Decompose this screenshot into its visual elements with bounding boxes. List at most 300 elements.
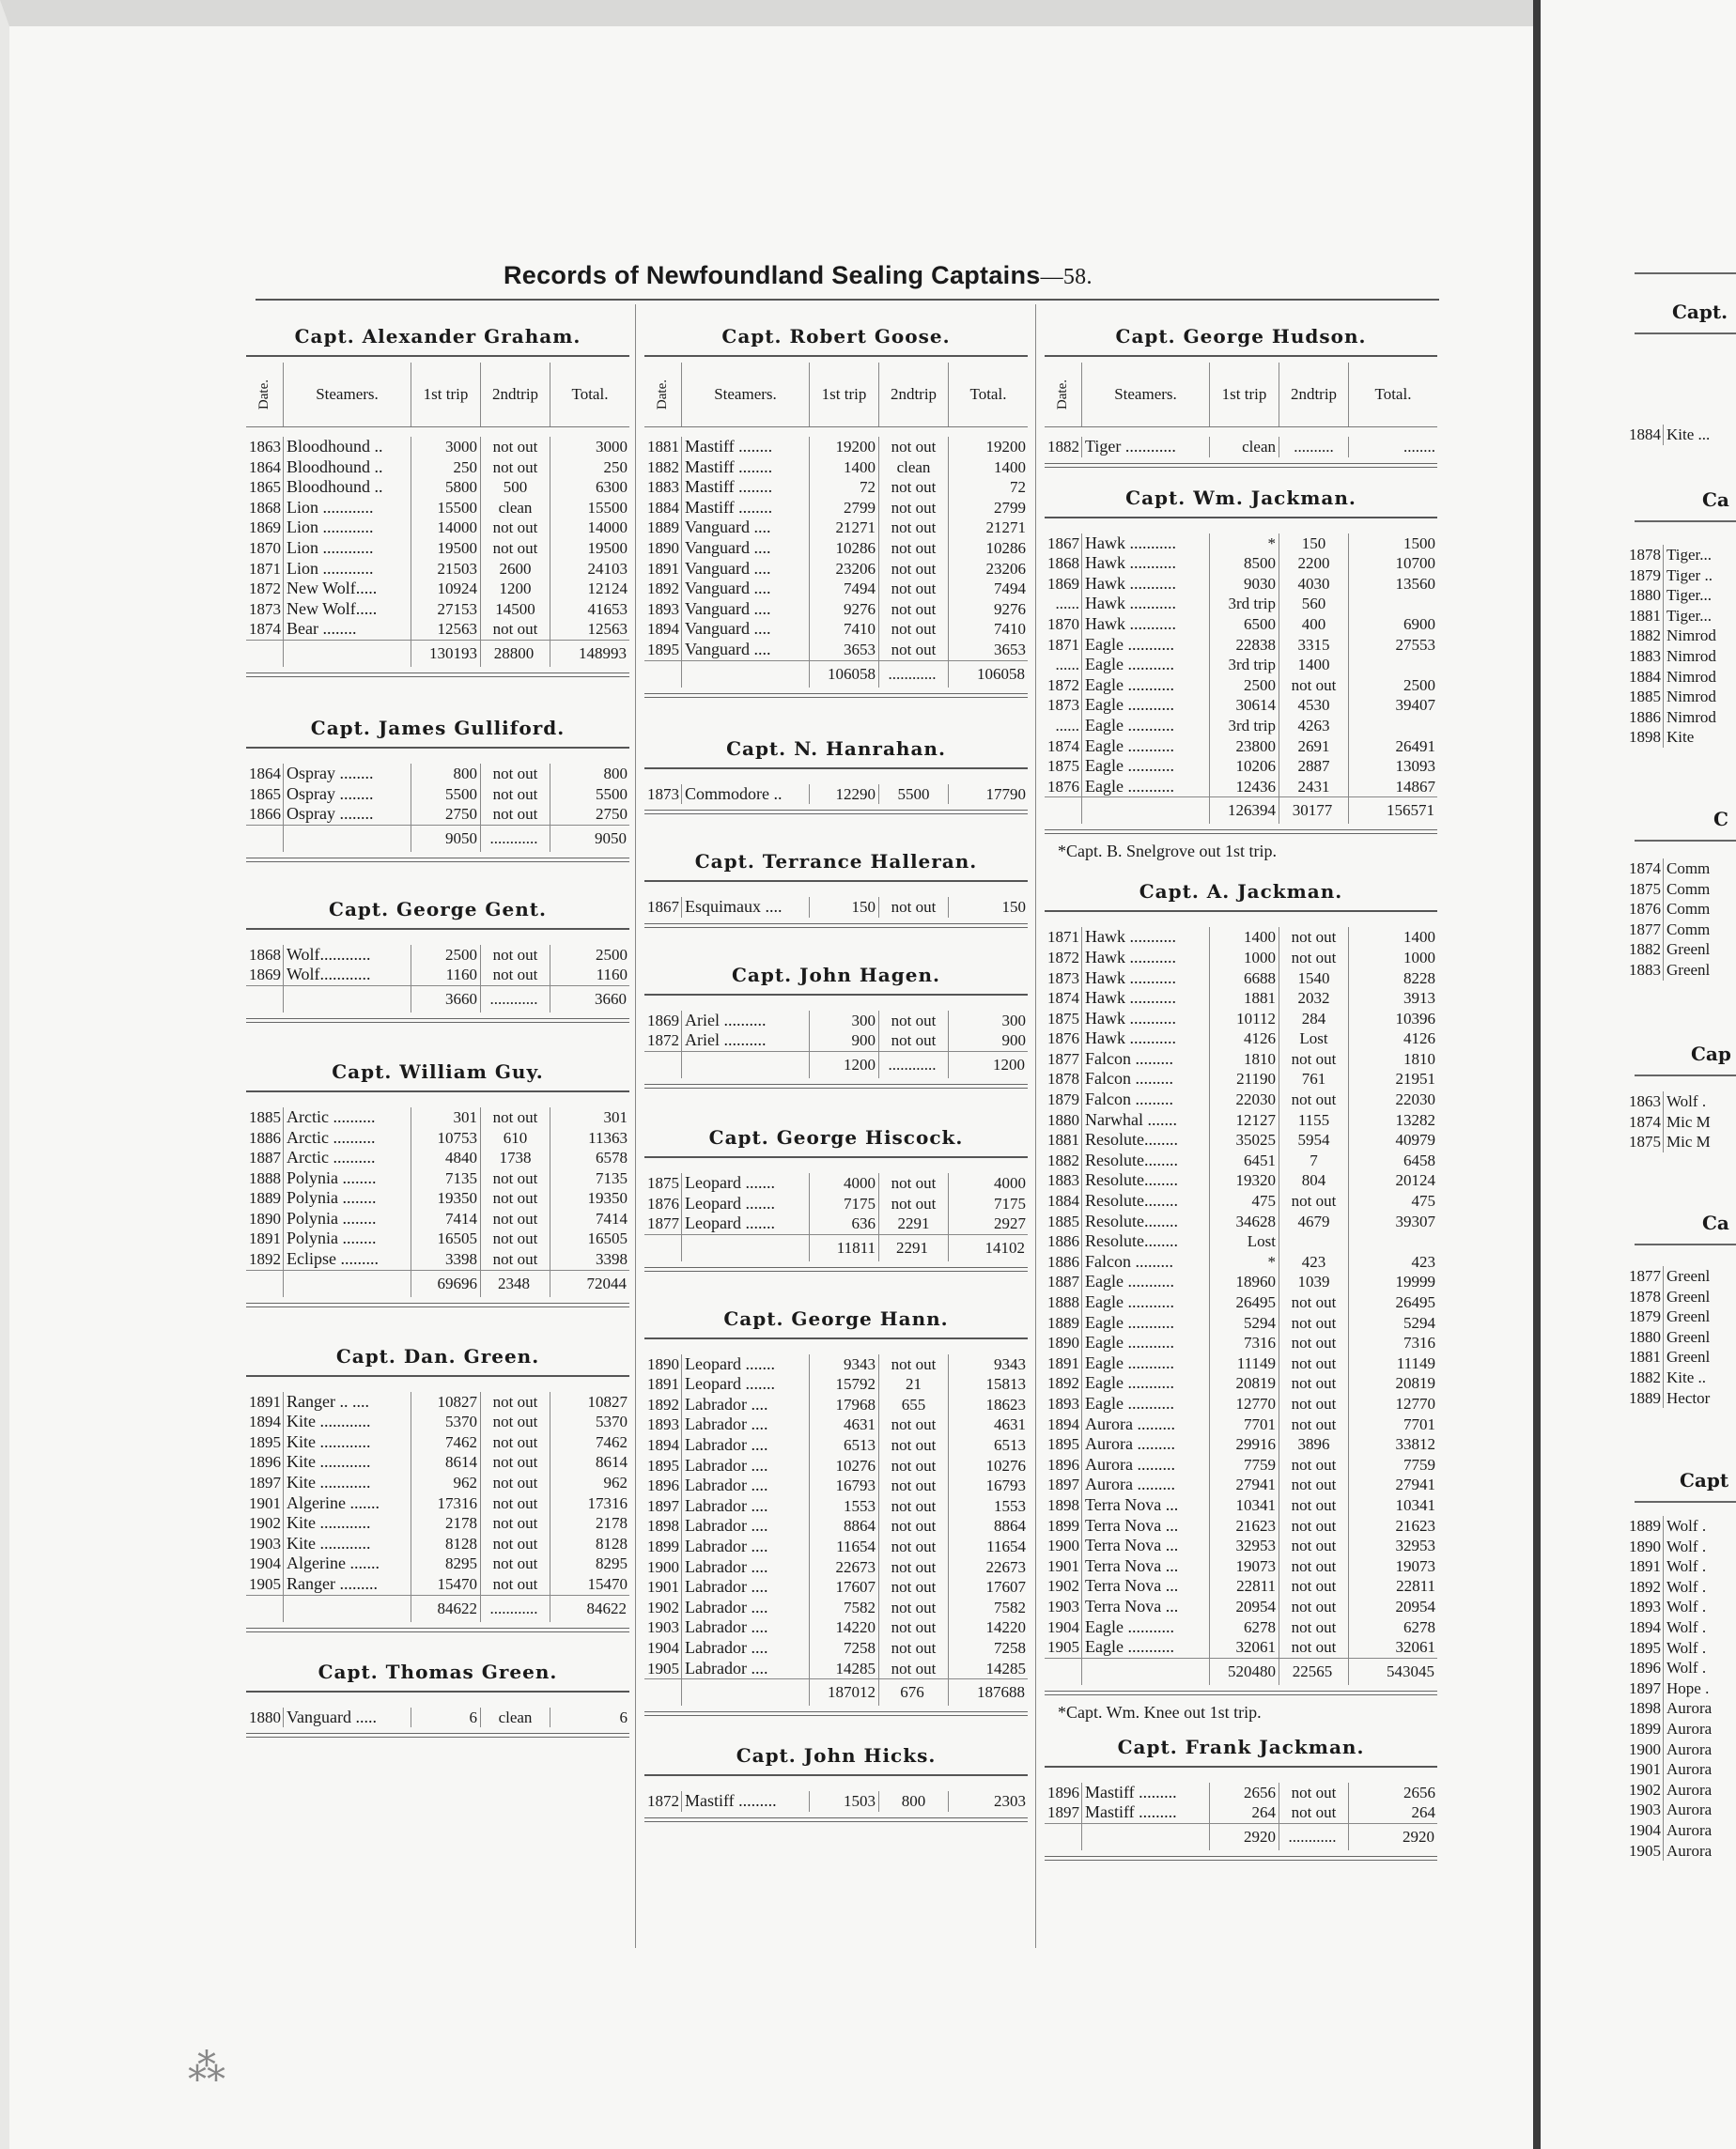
cell-date: 1876	[644, 1194, 682, 1214]
table-row	[1045, 1617, 1437, 1638]
cell-second-trip: 1155	[1279, 1110, 1349, 1131]
cell-first-trip: 21271	[810, 518, 879, 538]
section-end-rule	[246, 1018, 629, 1023]
cell-steamer: Aurora .........	[1082, 1434, 1210, 1455]
cell-total: 27553	[1395, 635, 1435, 654]
cell-date: 1904	[1045, 1617, 1082, 1638]
fragment-rows	[1629, 1266, 1710, 1408]
cell-steamer: Labrador ....	[682, 1598, 810, 1618]
fragment-steamer: Wolf .	[1666, 1517, 1707, 1535]
cell-first-trip: 7582	[810, 1598, 879, 1618]
cell-steamer: Commodore ..	[682, 784, 810, 805]
captain-section	[1045, 1736, 1437, 1861]
fragment-date: 1899	[1629, 1719, 1664, 1739]
cell-first-trip: 27153	[411, 599, 481, 620]
cell-second-trip: not out	[1279, 1049, 1349, 1070]
fragment-steamer: Nimrod	[1666, 626, 1716, 645]
table-row	[1045, 1353, 1437, 1374]
fragment-steamer: Wolf .	[1666, 1577, 1707, 1596]
cell-steamer: Ranger .........	[284, 1574, 411, 1595]
cell-first-trip: 9030	[1210, 574, 1279, 595]
cell-date: 1882	[644, 457, 682, 478]
header-date	[246, 363, 284, 426]
cell-steamer: Aurora .........	[1082, 1415, 1210, 1435]
table-row	[1045, 437, 1437, 457]
totals-cell	[1045, 1659, 1082, 1685]
cell-date: 1873	[246, 599, 284, 620]
table-row	[246, 1188, 629, 1209]
fragment-date: 1893	[1629, 1597, 1664, 1617]
table-row	[246, 1432, 629, 1453]
cell-total: 1160	[596, 966, 628, 984]
cell-date: 1889	[1045, 1313, 1082, 1334]
cell-date: 1863	[246, 437, 284, 457]
cell-total: 13282	[1395, 1110, 1435, 1129]
fragment-row	[1629, 1638, 1712, 1659]
cell-steamer: Terra Nova ...	[1082, 1597, 1210, 1617]
page-title: Records of Newfoundland Sealing Captains—58.	[504, 261, 1093, 289]
header-trip2	[481, 363, 550, 426]
fragment-row	[1629, 960, 1710, 981]
fragment-date: 1890	[1629, 1537, 1664, 1557]
cell-date: 1905	[1045, 1637, 1082, 1658]
table-row	[644, 897, 1028, 918]
cell-second-trip: not out	[1279, 1415, 1349, 1435]
cell-total: 2750	[596, 805, 628, 824]
cell-second-trip: not out	[1279, 1333, 1349, 1353]
cell-second-trip: not out	[1279, 1090, 1349, 1110]
cell-total: 16793	[985, 1476, 1026, 1495]
header-date	[1045, 363, 1082, 426]
cell-date: 1904	[246, 1554, 284, 1574]
cell-steamer: Kite ............	[284, 1452, 411, 1473]
cell-date: 1883	[1045, 1170, 1082, 1191]
cell-first-trip: 8864	[810, 1516, 879, 1537]
fragment-row	[1629, 1327, 1710, 1348]
cell-second-trip: not out	[1279, 1536, 1349, 1556]
cell-date: 1891	[1045, 1353, 1082, 1374]
cell-date: 1869	[644, 1011, 682, 1031]
cell-steamer: Labrador ....	[682, 1617, 810, 1638]
totals-cell	[1082, 797, 1210, 824]
table-row	[1045, 655, 1437, 675]
cell-second-trip: not out	[1279, 1292, 1349, 1313]
cell-second-trip: not out	[481, 1412, 550, 1432]
cell-total: 6578	[596, 1149, 628, 1167]
cell-steamer: Labrador ....	[682, 1415, 810, 1435]
table-row	[644, 457, 1028, 478]
header-trip2	[1279, 363, 1349, 426]
table-row	[644, 498, 1028, 518]
captain-name: Capt. Robert Goose.	[721, 325, 951, 348]
header-trip1	[1210, 363, 1279, 426]
fragment-row	[1629, 1841, 1712, 1862]
cell-total: 19073	[1395, 1556, 1435, 1575]
cell-steamer: Polynia ........	[284, 1209, 411, 1229]
cell-steamer: Mastiff .........	[1082, 1802, 1210, 1823]
cell-steamer: Aurora .........	[1082, 1475, 1210, 1495]
cell-second-trip: 804	[1279, 1170, 1349, 1191]
cell-date: 1886	[1045, 1252, 1082, 1273]
cell-date: 1900	[1045, 1536, 1082, 1556]
table-row	[1045, 1212, 1437, 1232]
fragment-date: 1863	[1629, 1091, 1664, 1112]
table-row	[1045, 574, 1437, 595]
cell-second-trip: not out	[1279, 1475, 1349, 1495]
fragment-date: 1874	[1629, 1112, 1664, 1133]
cell-total: 2799	[994, 498, 1026, 517]
cell-steamer: Labrador ....	[682, 1496, 810, 1517]
table-row	[644, 1456, 1028, 1476]
cell-total: 13093	[1395, 757, 1435, 776]
cell-date: 1891	[644, 559, 682, 580]
table-row	[1045, 1455, 1437, 1476]
header-trip1	[411, 363, 481, 426]
cell-date: 1884	[1045, 1191, 1082, 1212]
header-trip2-label: 2ndtrip	[890, 385, 938, 403]
table-row	[644, 538, 1028, 559]
cell-total: 250	[603, 457, 628, 476]
header-steamers-label: Steamers.	[1114, 385, 1177, 403]
cell-total: 9276	[994, 599, 1026, 618]
totals-cell: 30177	[1279, 797, 1349, 824]
totals-cell: 72044	[586, 1274, 627, 1292]
cell-first-trip: 5800	[411, 477, 481, 498]
table-row	[246, 764, 629, 784]
cell-first-trip: 1503	[810, 1791, 879, 1812]
fragment-date: 1883	[1629, 960, 1664, 981]
cell-total: 39407	[1395, 696, 1435, 715]
captain-section	[644, 1307, 1028, 1717]
cell-steamer: Lion ............	[284, 538, 411, 559]
header-steamers-label: Steamers.	[714, 385, 777, 403]
cell-date: 1887	[1045, 1272, 1082, 1292]
cell-total: 21623	[1395, 1516, 1435, 1535]
cell-total: 11149	[1396, 1353, 1435, 1372]
cell-first-trip: 7175	[810, 1194, 879, 1214]
cell-second-trip: not out	[879, 559, 949, 580]
cell-first-trip: 2178	[411, 1513, 481, 1534]
table-row	[1045, 614, 1437, 635]
table-row	[644, 1395, 1028, 1415]
cell-date: 1892	[1045, 1373, 1082, 1394]
table-body	[1045, 918, 1437, 1657]
table-row	[644, 559, 1028, 580]
section-end-rule	[246, 673, 629, 677]
fragment-date: 1877	[1629, 920, 1664, 940]
cell-date: 1869	[246, 518, 284, 538]
fragment-row	[1629, 1112, 1711, 1133]
cell-first-trip: 1000	[1210, 948, 1279, 968]
fragment-rule	[1635, 332, 1736, 334]
cell-second-trip: not out	[481, 1229, 550, 1249]
cell-date: 1871	[1045, 927, 1082, 948]
table-body	[246, 427, 629, 640]
cell-first-trip: 7759	[1210, 1455, 1279, 1476]
section-rule	[246, 928, 629, 930]
cell-second-trip: not out	[879, 518, 949, 538]
table-row	[1045, 1394, 1437, 1415]
table-row	[1045, 1231, 1437, 1252]
cell-steamer: Hawk ...........	[1082, 988, 1210, 1009]
cell-date: 1893	[1045, 1394, 1082, 1415]
table-row	[1045, 968, 1437, 989]
fragment-rows	[1629, 858, 1710, 981]
cell-second-trip: not out	[481, 965, 550, 985]
cell-second-trip: not out	[879, 538, 949, 559]
cell-date: 1894	[246, 1412, 284, 1432]
table-row	[1045, 1151, 1437, 1171]
cell-first-trip: 18960	[1210, 1272, 1279, 1292]
totals-cell: 3660	[595, 989, 627, 1008]
section-rule	[644, 1337, 1028, 1339]
cell-steamer: Hawk ...........	[1082, 533, 1210, 554]
cell-total: 4631	[994, 1415, 1026, 1434]
table-row	[644, 1011, 1028, 1031]
fragment-row	[1629, 585, 1716, 606]
cell-steamer: Resolute........	[1082, 1170, 1210, 1191]
cell-date: 1896	[246, 1452, 284, 1473]
cell-total: 17790	[985, 784, 1026, 803]
cell-steamer: Hawk ...........	[1082, 968, 1210, 989]
cell-second-trip: 3315	[1279, 635, 1349, 656]
fragment-date: 1905	[1629, 1841, 1664, 1862]
table-body	[246, 754, 629, 825]
fragment-steamer: Aurora	[1666, 1739, 1713, 1758]
cell-first-trip: 6278	[1210, 1617, 1279, 1638]
section-end-rule	[644, 923, 1028, 928]
cell-second-trip: 1540	[1279, 968, 1349, 989]
fragment-rows	[1629, 425, 1710, 445]
captain-name: Capt. N. Hanrahan.	[726, 736, 946, 760]
header-total-label: Total.	[571, 385, 609, 403]
cell-first-trip: 3rd trip	[1210, 655, 1279, 675]
cell-date: 1881	[644, 437, 682, 457]
cell-first-trip: 23206	[810, 559, 879, 580]
table-body	[246, 1698, 629, 1728]
fragment-row	[1629, 626, 1716, 646]
cell-total: 2178	[596, 1514, 628, 1533]
cell-total: 6513	[994, 1436, 1026, 1455]
cell-second-trip: 4030	[1279, 574, 1349, 595]
captain-section	[246, 1661, 629, 1739]
cell-second-trip: not out	[1279, 1353, 1349, 1374]
table-row	[644, 1173, 1028, 1194]
cell-steamer: Terra Nova ...	[1082, 1495, 1210, 1516]
captain-section	[644, 325, 1028, 698]
cell-steamer: Arctic ..........	[284, 1128, 411, 1149]
cell-second-trip: not out	[481, 945, 550, 966]
table-body	[644, 1001, 1028, 1051]
table-row	[1045, 1556, 1437, 1577]
header-trip2-label: 2ndtrip	[491, 385, 539, 403]
cell-steamer: Hawk ...........	[1082, 1028, 1210, 1049]
cell-second-trip: 2600	[481, 559, 550, 580]
header-date-label: Date.	[1055, 379, 1070, 410]
totals-cell	[284, 826, 411, 852]
fragment-date: 1891	[1629, 1556, 1664, 1577]
fragment-steamer: Mic M	[1666, 1112, 1711, 1131]
fragment-steamer: Greenl	[1666, 1348, 1711, 1367]
fragment-date: 1878	[1629, 1287, 1664, 1307]
cell-steamer: Mastiff .........	[1082, 1783, 1210, 1803]
section-rule	[246, 747, 629, 749]
fragment-steamer: Comm	[1666, 879, 1711, 898]
header-steamers	[284, 363, 411, 426]
cell-date: 1871	[246, 559, 284, 580]
table-row	[246, 1412, 629, 1432]
cell-total: 5294	[1403, 1313, 1435, 1332]
fragment-rule	[1635, 1501, 1736, 1503]
table-header	[1045, 363, 1437, 427]
table-row	[1045, 1028, 1437, 1049]
cell-first-trip: 12436	[1210, 777, 1279, 797]
fragment-date: 1895	[1629, 1638, 1664, 1659]
cell-total: 12563	[587, 620, 628, 639]
fragment-row	[1629, 939, 1710, 960]
cell-first-trip: 1810	[1210, 1049, 1279, 1070]
captain-name: Capt. George Hudson.	[1115, 325, 1367, 348]
captain-name: Capt. George Gent.	[329, 897, 547, 920]
fragment-date: 1884	[1629, 425, 1664, 445]
cell-steamer: Falcon .........	[1082, 1252, 1210, 1273]
cell-date: 1886	[246, 1128, 284, 1149]
cell-second-trip: 21	[879, 1374, 949, 1395]
cell-total: 2927	[994, 1214, 1026, 1233]
cell-date: 1897	[246, 1473, 284, 1493]
cell-steamer: Eagle ...........	[1082, 1637, 1210, 1658]
cell-date: 1890	[246, 1209, 284, 1229]
cell-total: 12770	[1395, 1394, 1435, 1413]
fragment-date: 1884	[1629, 667, 1664, 688]
cell-second-trip: not out	[481, 1574, 550, 1595]
cell-date: 1883	[644, 477, 682, 498]
cell-date: 1868	[246, 498, 284, 518]
cell-total: 3913	[1403, 989, 1435, 1008]
cell-steamer: Eagle ...........	[1082, 1313, 1210, 1334]
cell-date: 1896	[1045, 1783, 1082, 1803]
cell-second-trip: not out	[1279, 1556, 1349, 1577]
table-row	[1045, 756, 1437, 777]
cell-steamer: Vanguard ....	[682, 619, 810, 640]
section-end-rule	[644, 1267, 1028, 1272]
cell-total	[1349, 594, 1437, 614]
fragment-date: 1894	[1629, 1617, 1664, 1638]
cell-date: 1881	[1045, 1130, 1082, 1151]
cell-second-trip: not out	[879, 579, 949, 599]
cell-steamer: Hawk ...........	[1082, 927, 1210, 948]
fragment-row	[1629, 606, 1716, 626]
cell-steamer: Leopard .......	[682, 1194, 810, 1214]
table-body	[246, 1383, 629, 1595]
cell-first-trip: 15792	[810, 1374, 879, 1395]
table-row	[644, 1516, 1028, 1537]
fragment-caption: Ca	[1702, 488, 1729, 511]
cell-second-trip: not out	[879, 1456, 949, 1476]
cell-first-trip: 10753	[411, 1128, 481, 1149]
table-header	[246, 363, 629, 427]
totals-row	[246, 825, 629, 852]
cell-total: 8864	[994, 1517, 1026, 1536]
table-row	[246, 1209, 629, 1229]
cell-total: 3653	[994, 640, 1026, 658]
table-row	[246, 1107, 629, 1128]
cell-second-trip: 655	[879, 1395, 949, 1415]
cell-second-trip: 4530	[1279, 695, 1349, 716]
cell-steamer: Resolute........	[1082, 1212, 1210, 1232]
cell-steamer: Hawk ...........	[1082, 614, 1210, 635]
cell-steamer: Labrador ....	[682, 1435, 810, 1456]
cell-first-trip: 14220	[810, 1617, 879, 1638]
fragment-row	[1629, 920, 1710, 940]
fragment-date: 1880	[1629, 1327, 1664, 1348]
cell-second-trip: not out	[879, 1354, 949, 1375]
totals-cell: 11811	[810, 1235, 879, 1261]
table-row	[644, 1598, 1028, 1618]
totals-row	[644, 660, 1028, 688]
cell-first-trip: 21623	[1210, 1516, 1279, 1537]
cell-first-trip: 10827	[411, 1392, 481, 1413]
cell-first-trip: 32953	[1210, 1536, 1279, 1556]
captain-name: Capt. John Hicks.	[736, 1744, 937, 1768]
fragment-date: 1879	[1629, 1306, 1664, 1327]
cell-date: 1875	[644, 1173, 682, 1194]
footnote: *Capt. B. Snelgrove out 1st trip.	[1058, 842, 1277, 861]
cell-steamer: Terra Nova ...	[1082, 1556, 1210, 1577]
fragment-row	[1629, 1719, 1712, 1739]
cell-steamer: Eagle ...........	[1082, 675, 1210, 696]
table-row	[644, 1354, 1028, 1375]
totals-cell: 2348	[481, 1271, 550, 1297]
cell-total: ........	[1403, 438, 1435, 456]
column-2	[644, 325, 1028, 1822]
cell-second-trip: not out	[481, 619, 550, 640]
cell-first-trip: 23800	[1210, 736, 1279, 757]
table-row	[246, 619, 629, 640]
cell-second-trip: 800	[879, 1791, 949, 1812]
fragment-row	[1629, 545, 1716, 565]
captain-name: Capt. Wm. Jackman.	[1125, 486, 1356, 509]
column-1	[246, 325, 629, 1738]
cell-total: 10827	[587, 1392, 628, 1411]
cell-steamer: Vanguard ....	[682, 599, 810, 620]
cell-first-trip: 22838	[1210, 635, 1279, 656]
cell-total: 19500	[587, 538, 628, 557]
cell-first-trip: 14000	[411, 518, 481, 538]
table-row	[644, 1577, 1028, 1598]
cell-second-trip: clean	[879, 457, 949, 478]
fragment-date: 1903	[1629, 1800, 1664, 1820]
cell-first-trip: 19500	[411, 538, 481, 559]
cell-date: 1871	[1045, 635, 1082, 656]
cell-first-trip: 1400	[1210, 927, 1279, 948]
table-row	[644, 1496, 1028, 1517]
cell-steamer: Terra Nova ...	[1082, 1536, 1210, 1556]
cell-second-trip: not out	[481, 1432, 550, 1453]
cell-first-trip: Lost	[1210, 1231, 1279, 1252]
cell-date: 1891	[246, 1229, 284, 1249]
totals-cell	[1082, 1824, 1210, 1850]
cell-total: 7414	[596, 1209, 628, 1228]
totals-cell: ............	[879, 661, 949, 688]
cell-first-trip: 5294	[1210, 1313, 1279, 1334]
cell-date: 1900	[644, 1557, 682, 1578]
fragment-caption: Capt.	[1672, 301, 1728, 323]
fragment-caption: C	[1713, 808, 1728, 830]
section-end-rule	[1045, 463, 1437, 468]
cell-first-trip: 7494	[810, 579, 879, 599]
cell-total: 962	[603, 1474, 628, 1492]
